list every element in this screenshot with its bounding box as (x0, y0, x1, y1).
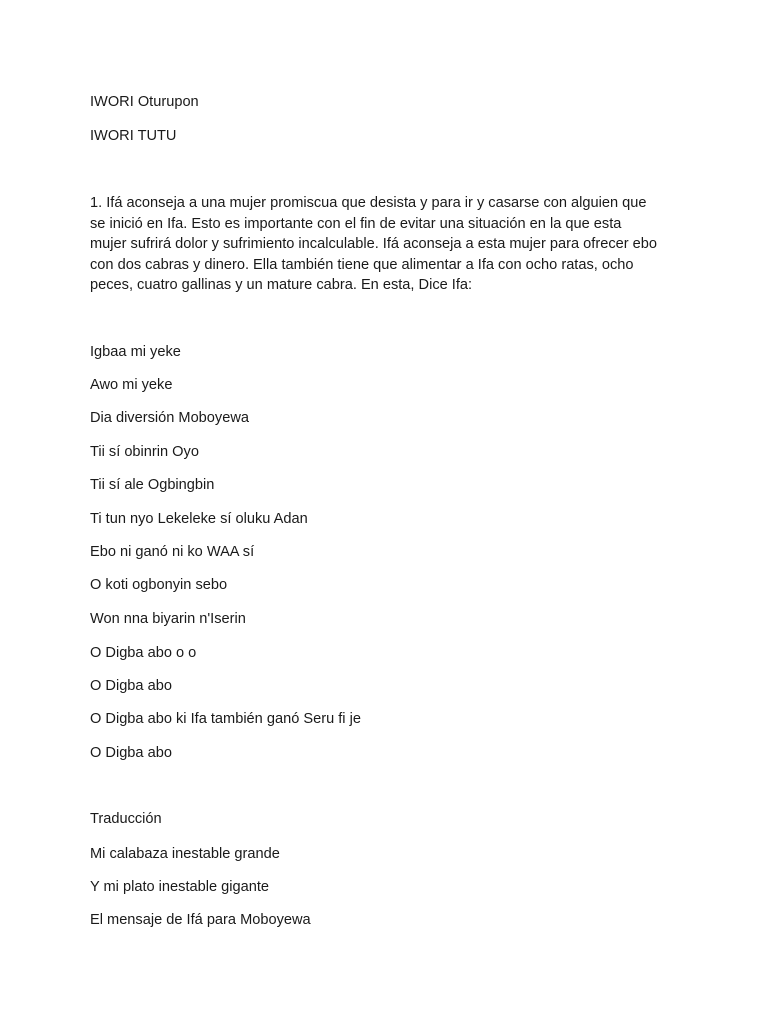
verse-line: Won nna biyarin n'Iserin (90, 611, 246, 627)
verse-line: O Digba abo ki Ifa también ganó Seru fi je (90, 711, 361, 727)
document-title: IWORI Oturupon (90, 94, 199, 110)
verse-line: Ebo ni ganó ni ko WAA sí (90, 544, 255, 560)
verse-line: O Digba abo (90, 678, 172, 694)
verse-line: Ti tun nyo Lekeleke sí oluku Adan (90, 511, 308, 527)
verse-line: Awo mi yeke (90, 377, 173, 393)
intro-paragraph (90, 193, 690, 296)
translation-line: Mi calabaza inestable grande (90, 846, 280, 862)
translation-line: Y mi plato inestable gigante (90, 879, 270, 895)
paragraph-line: 1. Ifá aconseja a una mujer promiscua que desista y para ir y casarse con alguien que (90, 195, 647, 211)
translation-line: El mensaje de Ifá para Moboyewa (90, 912, 311, 928)
verse-line: O Digba abo o o (90, 645, 197, 661)
translation-heading: Traducción (90, 811, 162, 827)
paragraph-line: con dos cabras y dinero. Ella también tiene que alimentar a Ifa con ocho ratas, ocho (90, 256, 634, 273)
paragraph-line: se inició en Ifa. Esto es importante con el fin de evitar una situación en la que esta (90, 215, 622, 232)
verse-line: Igbaa mi yeke (90, 344, 181, 360)
verse-line: Tii sí obinrin Oyo (90, 444, 199, 460)
verse-line: O koti ogbonyin sebo (90, 577, 228, 593)
paragraph-line: mujer sufrirá dolor y sufrimiento incalculable. Ifá aconseja a esta mujer para ofrecer ebo (90, 236, 657, 252)
verse-line: O Digba abo (90, 745, 172, 761)
paragraph-line: peces, cuatro gallinas y un mature cabra. En esta, Dice Ifa: (90, 277, 473, 293)
verse-line: Tii sí ale Ogbingbin (90, 477, 215, 493)
verse-line: Dia diversión Moboyewa (90, 410, 249, 426)
document-subtitle: IWORI TUTU (90, 128, 177, 144)
